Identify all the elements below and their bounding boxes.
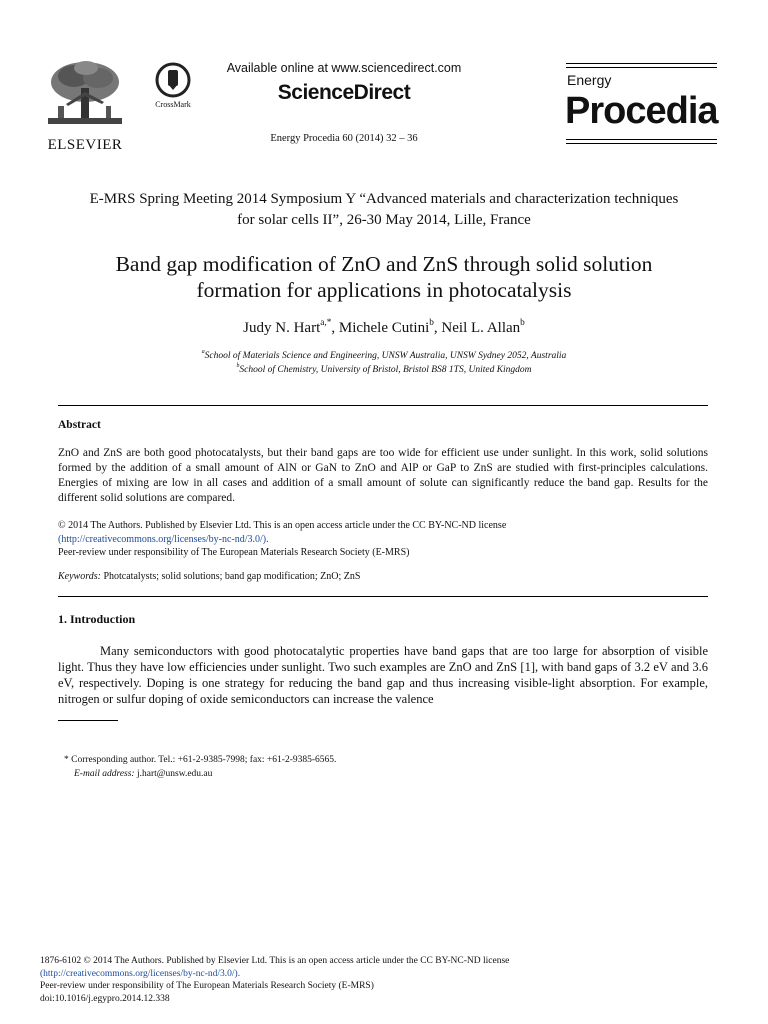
- affiliation-a: [40, 351, 728, 361]
- affiliation-b-marker: b: [236, 363, 240, 370]
- journal-name-small: Energy: [567, 72, 612, 88]
- journal-rule-top-2: [566, 67, 717, 68]
- corresponding-author: * Corresponding author. Tel.: +61-2-9385-7998; fax: +61-2-9385-6565.: [64, 755, 337, 765]
- footer-peer-review: Peer-review under responsibility of The European Materials Research Society (E-MRS): [40, 981, 374, 991]
- author-hart-affil: a,*: [320, 318, 332, 329]
- journal-citation: Energy Procedia 60 (2014) 32 – 36: [270, 133, 418, 144]
- affiliation-a-marker: a: [201, 349, 205, 356]
- elsevier-logo: [44, 58, 126, 153]
- elsevier-wordmark: ELSEVIER: [47, 137, 123, 153]
- sciencedirect-logo[interactable]: ScienceDirect: [277, 81, 411, 104]
- license-statement: [58, 519, 718, 560]
- crossmark-badge[interactable]: [150, 62, 196, 112]
- abstract-top-rule: [58, 405, 708, 406]
- email-address[interactable]: j.hart@unsw.edu.au: [136, 769, 213, 779]
- elsevier-tree-icon: [44, 58, 126, 130]
- license-link[interactable]: (http://creativecommons.org/licenses/by-nc-nd/3.0/).: [58, 533, 269, 545]
- paper-title-line-2: formation for applications in photocatalysis: [196, 278, 572, 302]
- footnote-rule: [58, 720, 118, 721]
- footer-license-link[interactable]: (http://creativecommons.org/licenses/by-nc-nd/3.0/).: [40, 968, 241, 979]
- abstract-bottom-rule: [58, 596, 708, 597]
- available-online: Available online at www.sciencedirect.com: [226, 61, 462, 75]
- email-label: E-mail address:: [74, 769, 135, 779]
- crossmark-label: CrossMark: [155, 100, 191, 109]
- affiliation-b: [40, 365, 728, 375]
- author-allan-affil: b: [520, 318, 525, 329]
- author-hart: Judy N. Hart: [243, 320, 321, 336]
- author-cutini-affil: b: [429, 318, 434, 329]
- journal-rule-top-1: [566, 63, 717, 64]
- author-list: [40, 320, 728, 337]
- intro-text: Many semiconductors with good photocatalytic properties have band gaps that are too large for absorption of visible light. Thus they have low efficiencies under sunlight. Two such examples are ZnO and ZnS [1], with band gaps of 3.2 eV and 3.6 eV, respectively. Doping is one strategy for reducing the band gap and thus increasing visible-light absorption. For example, nitrogen or sulfur doping of oxide semiconductors can increase the valence: [58, 644, 708, 706]
- keywords-label: Keywords:: [58, 571, 101, 582]
- license-line: © 2014 The Authors. Published by Elsevier Ltd. This is an open access article under the CC BY-NC-ND license: [58, 520, 507, 531]
- issn-license-line: 1876-6102 © 2014 The Authors. Published by Elsevier Ltd. This is an open access article under the CC BY-NC-ND license: [40, 956, 510, 966]
- email-line: [74, 769, 212, 779]
- doi[interactable]: doi:10.1016/j.egypro.2014.12.338: [40, 993, 170, 1004]
- paper-title-line-1: Band gap modification of ZnO and ZnS through solid solution: [115, 252, 653, 276]
- journal-name-big: Procedia: [565, 90, 718, 132]
- abstract-text: ZnO and ZnS are both good photocatalysts, but their band gaps are too wide for efficient use under sunlight. In this work, solid solutions formed by the addition of a small amount of AlN or GaN to ZnO and AlP or GaP to ZnS are studied with first-principles calculations. Energies of mixing are low in all cases and addition of a small amount of solute can significantly reduce the band gap. Results for the different solid solutions are compared.: [58, 447, 708, 504]
- keywords-text: Photcatalysts; solid solutions; band gap modification; ZnO; ZnS: [103, 571, 361, 582]
- crossmark-icon: [155, 62, 191, 98]
- author-separator: ,: [433, 320, 442, 336]
- author-allan: Neil L. Allan: [441, 320, 521, 336]
- author-cutini: Michele Cutini: [338, 320, 430, 336]
- keywords: [58, 571, 708, 582]
- author-separator: ,: [331, 320, 339, 336]
- abstract-heading: Abstract: [58, 419, 101, 431]
- intro-heading: 1. Introduction: [58, 612, 136, 626]
- page-footer: [40, 955, 740, 1005]
- affiliation-b-text: School of Chemistry, University of Bristol, Bristol BS8 1TS, United Kingdom: [239, 365, 532, 375]
- conference-line-1: E-MRS Spring Meeting 2014 Symposium Y “Advanced materials and characterization techniques: [89, 191, 679, 207]
- peer-review-line: Peer-review under responsibility of The European Materials Research Society (E-MRS): [58, 547, 410, 558]
- affiliation-a-text: School of Materials Science and Engineering, UNSW Australia, UNSW Sydney 2052, Australia: [204, 351, 567, 361]
- conference-line-2: for solar cells II”, 26-30 May 2014, Lille, France: [237, 212, 531, 228]
- journal-rule-bottom-1: [566, 139, 717, 140]
- journal-rule-bottom-2: [566, 143, 717, 144]
